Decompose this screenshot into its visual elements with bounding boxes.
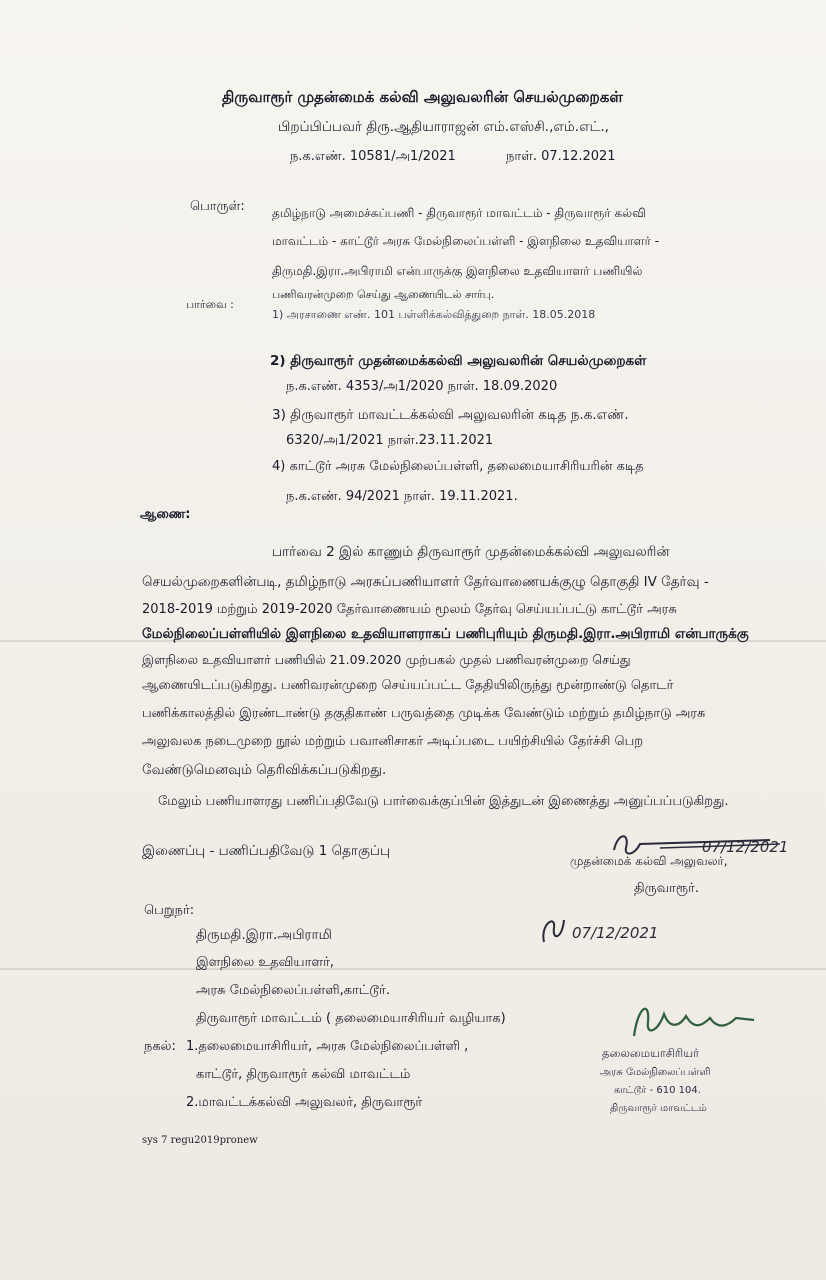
received-initials-graphic — [534, 910, 574, 950]
order-closing: மேலும் பணியாளரது பணிப்பதிவேடு பார்வைக்குப்பின் இத்துடன் இணைத்து அனுப்பப்படுகிறது. — [158, 794, 729, 809]
stamp-line: திருவாரூர் மாவட்டம் — [610, 1103, 707, 1114]
reference-item: ந.க.எண். 94/2021 நாள். 19.11.2021. — [286, 489, 518, 504]
recipient-line: திருவாரூர் மாவட்டம் ( தலைமையாசிரியர் வழியாக) — [196, 1011, 506, 1026]
order-line: அலுவலக நடைமுறை நூல் மற்றும் பவானிசாகர் அடிப்படை பயிற்சியில் தேர்ச்சி பெற — [142, 734, 644, 749]
paper-fold-line — [0, 968, 826, 970]
subject-line: பணிவரன்முறை செய்து ஆணையிடல் சார்பு. — [272, 288, 495, 301]
order-line: 2018-2019 மற்றும் 2019-2020 தேர்வாணையம் மூலம் தேர்வு செய்யப்பட்டு காட்டூர் அரசு — [142, 602, 677, 617]
stamp-line: காட்டூர் - 610 104. — [614, 1085, 701, 1096]
reference-item: 4) காட்டூர் அரசு மேல்நிலைப்பள்ளி, தலைமையாசிரியரின் கடித — [272, 459, 644, 474]
office-title: திருவாரூர் முதன்மைக் கல்வி அலுவலரின் செயல்முறைகள் — [222, 88, 623, 106]
recipient-line: அரசு மேல்நிலைப்பள்ளி,காட்டூர். — [196, 983, 390, 998]
reference-item: 1) அரசாணை எண். 101 பள்ளிக்கல்வித்துறை நாள். 18.05.2018 — [272, 308, 596, 321]
copy-line: 2.மாவட்டக்கல்வி அலுவலர், திருவாரூர் — [186, 1095, 423, 1110]
signatory-title: முதன்மைக் கல்வி அலுவலர், — [570, 854, 728, 868]
subject-line: தமிழ்நாடு அமைச்சுப்பணி - திருவாரூர் மாவட்டம் - திருவாரூர் கல்வி — [272, 206, 646, 220]
signatory-place: திருவாரூர். — [634, 881, 700, 896]
recipient-line: இளநிலை உதவியாளர், — [196, 955, 335, 970]
issuer-line: பிறப்பிப்பவர் திரு.ஆதியாராஜன் எம்.எஸ்சி.,எம்.எட்., — [278, 119, 609, 135]
reference-item: ந.க.எண். 4353/அ1/2020 நாள். 18.09.2020 — [286, 379, 558, 394]
reference-number: ந.க.எண். 10581/அ1/2021 — [290, 149, 456, 164]
references-label: பார்வை : — [186, 298, 234, 311]
order-line: வேண்டுமெனவும் தெரிவிக்கப்படுகிறது. — [142, 762, 387, 778]
subject-line: திருமதி.இரா.அபிராமி என்பாருக்கு இளநிலை உதவியாளர் பணியில் — [272, 264, 643, 278]
order-label: ஆணை: — [140, 507, 191, 522]
order-line: செயல்முறைகளின்படி, தமிழ்நாடு அரசுப்பணியாளர் தேர்வாணையக்குழு தொகுதி IV தேர்வு - — [142, 574, 709, 590]
headmaster-signature-graphic — [624, 996, 764, 1044]
order-line: பணிக்காலத்தில் இரண்டாண்டு தகுதிகாண் பருவத்தை முடிக்க வேண்டும் மற்றும் தமிழ்நாடு அரசு — [142, 706, 706, 721]
enclosure-line: இணைப்பு - பணிப்பதிவேடு 1 தொகுப்பு — [142, 843, 390, 859]
order-line: மேல்நிலைப்பள்ளியில் இளநிலை உதவியாளராகப் பணிபுரியும் திருமதி.இரா.அபிராமி என்பாருக்கு — [142, 626, 749, 642]
subject-label: பொருள்: — [190, 199, 245, 214]
order-line: பார்வை 2 இல் காணும் திருவாரூர் முதன்மைக்கல்வி அலுவலரின் — [272, 544, 670, 560]
recipient-label: பெறுநர்: — [144, 903, 195, 918]
stamp-line: தலைமையாசிரியர் — [602, 1046, 700, 1060]
recipient-name: திருமதி.இரா.அபிராமி — [196, 927, 332, 943]
order-line: ஆணையிடப்படுகிறது. பணிவரன்முறை செய்யப்பட்ட தேதியிலிருந்து மூன்றாண்டு தொடர் — [142, 678, 674, 693]
stamp-line: அரசு மேல்நிலைப்பள்ளி — [600, 1067, 711, 1078]
order-line: இளநிலை உதவியாளர் பணியில் 21.09.2020 முற்பகல் முதல் பணிவரன்முறை செய்து — [142, 652, 631, 667]
reference-item: 2) திருவாரூர் முதன்மைக்கல்வி அலுவலரின் செயல்முறைகள் — [270, 353, 647, 369]
copy-line: 1.தலைமையாசிரியர், அரசு மேல்நிலைப்பள்ளி , — [186, 1039, 469, 1054]
copy-line: காட்டூர், திருவாரூர் கல்வி மாவட்டம் — [196, 1067, 411, 1082]
document-date: நாள். 07.12.2021 — [506, 149, 616, 164]
subject-line: மாவட்டம் - காட்டூர் அரசு மேல்நிலைப்பள்ளி - இளநிலை உதவியாளர் - — [272, 234, 660, 248]
reference-item: 6320/அ1/2021 நாள்.23.11.2021 — [286, 433, 494, 448]
copy-label: நகல்: — [144, 1039, 176, 1054]
reference-item: 3) திருவாரூர் மாவட்டக்கல்வி அலுவலரின் கடித ந.க.எண். — [272, 407, 629, 423]
footer-file-code: sys 7 regu2019pronew — [142, 1135, 258, 1146]
officer-signature-date: 07/12/2021 — [702, 838, 789, 856]
received-date: 07/12/2021 — [572, 924, 659, 942]
